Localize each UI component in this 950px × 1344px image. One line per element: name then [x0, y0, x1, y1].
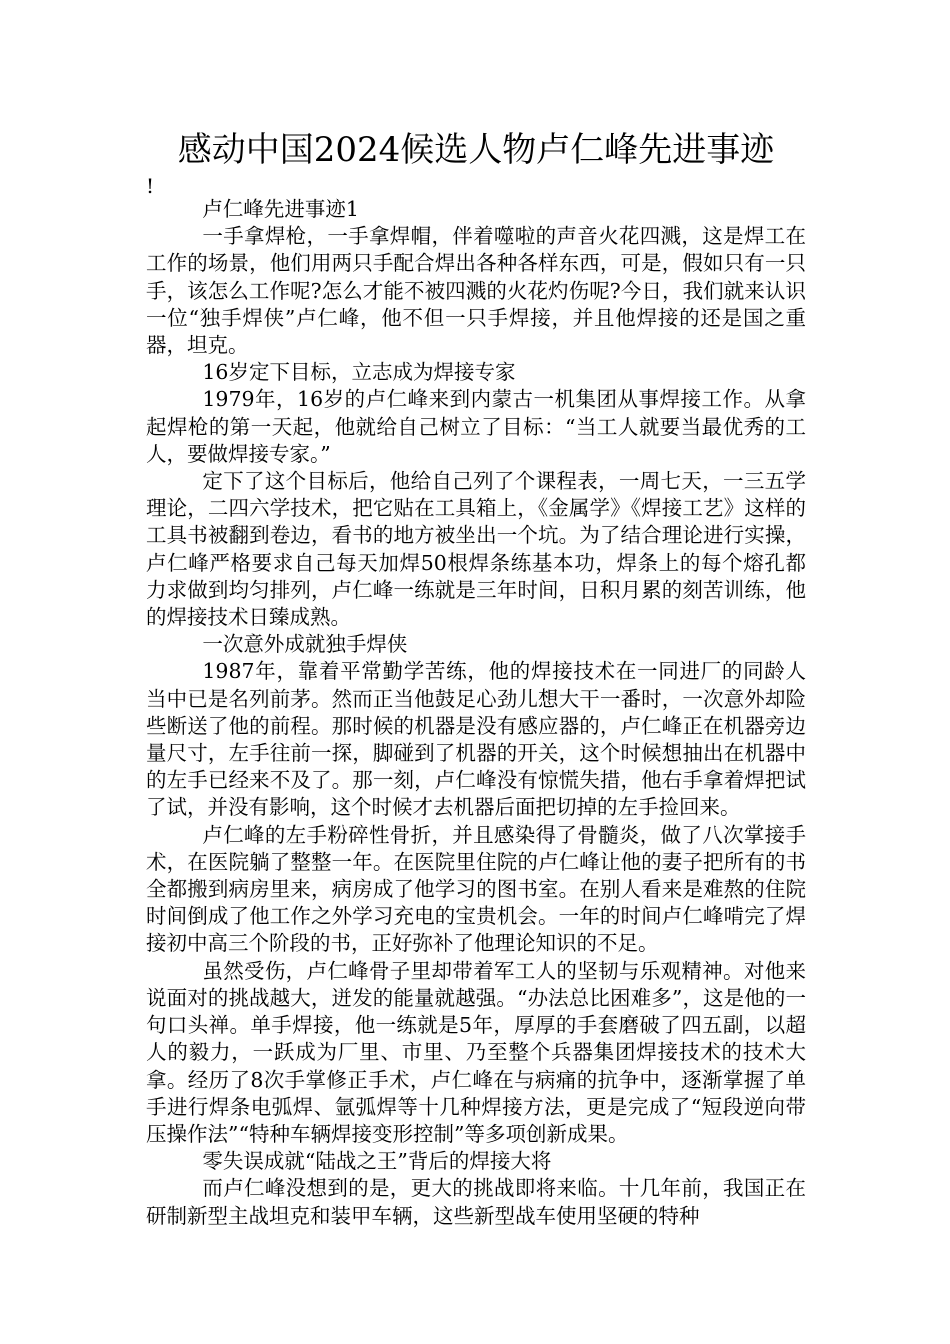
- title-suffix: !: [146, 174, 155, 198]
- section-heading: 一次意外成就独手焊侠: [202, 632, 408, 657]
- paragraph: 虽然受伤，卢仁峰骨子里却带着军工人的坚韧与乐观精神。对他来说面对的挑战越大，迸发的能量就越强。“办法总比困难多”，这是他的一句口头禅。单手焊接，他一练就是5年，厚厚的手套磨破了四五副，以超人的毅力，一跃成为厂里、市里、乃至整个兵器集团焊接技术的技术大拿。经历了8次手掌修正手术，卢仁峰在与病痛的抗争中，逐渐掌握了单手进行焊条电弧焊、氩弧焊等十几种焊接方法，更是完成了“短段逆向带压操作法”“特种车辆焊接变形控制”等多项创新成果。: [146, 958, 806, 1146]
- paragraph: 而卢仁峰没想到的是，更大的挑战即将来临。十几年前，我国正在研制新型主战坦克和装甲车辆，这些新型战车使用坚硬的特种: [146, 1176, 806, 1228]
- paragraph: 1979年，16岁的卢仁峰来到内蒙古一机集团从事焊接工作。从拿起焊枪的第一天起，他就给自己树立了目标：“当工人就要当最优秀的工人，要做焊接专家。”: [146, 387, 806, 466]
- document-title: 感动中国2024候选人物卢仁峰先进事迹: [177, 130, 775, 170]
- paragraph: 1987年，靠着平常勤学苦练，他的焊接技术在一同进厂的同龄人当中已是名列前茅。然而正当他鼓足心劲儿想大干一番时，一次意外却险些断送了他的前程。那时候的机器是没有感应器的，卢仁峰正在机器旁边量尺寸，左手往前一探，脚碰到了机器的开关，这个时候想抽出在机器中的左手已经来不及了。那一刻，卢仁峰没有惊慌失措，他右手拿着焊把试了试，并没有影响，这个时候才去机器后面把切掉的左手捡回来。: [146, 659, 806, 820]
- section-heading: 卢仁峰先进事迹1: [202, 197, 359, 221]
- document-body: [146, 196, 806, 1230]
- section-heading: 零失误成就“陆战之王”背后的焊接大将: [202, 1149, 552, 1174]
- section-heading: 16岁定下目标，立志成为焊接专家: [202, 360, 516, 385]
- paragraph: 定下了这个目标后，他给自己列了个课程表，一周七天，一三五学理论，二四六学技术，把它贴在工具箱上，《金属学》《焊接工艺》这样的工具书被翻到卷边，看书的地方被坐出一个坑。为了结合理论进行实操，卢仁峰严格要求自己每天加焊50根焊条练基本功，焊条上的每个熔孔都力求做到均匀排列，卢仁峰一练就是三年时间，日积月累的刻苦训练，他的焊接技术日臻成熟。: [146, 469, 806, 630]
- paragraph: 卢仁峰的左手粉碎性骨折，并且感染得了骨髓炎，做了八次掌接手术，在医院躺了整整一年。在医院里住院的卢仁峰让他的妻子把所有的书全都搬到病房里来，病房成了他学习的图书室。在别人看来是难熬的住院时间倒成了他工作之外学习充电的宝贵机会。一年的时间卢仁峰啃完了焊接初中高三个阶段的书，正好弥补了他理论知识的不足。: [146, 822, 806, 956]
- paragraph: 一手拿焊枪，一手拿焊帽，伴着噬啦的声音火花四溅，这是焊工在工作的场景，他们用两只手配合焊出各种各样东西，可是，假如只有一只手，该怎么工作呢?怎么才能不被四溅的火花灼伤呢?今日，我们就来认识一位“独手焊侠”卢仁峰，他不但一只手焊接，并且他焊接的还是国之重器，坦克。: [146, 224, 806, 358]
